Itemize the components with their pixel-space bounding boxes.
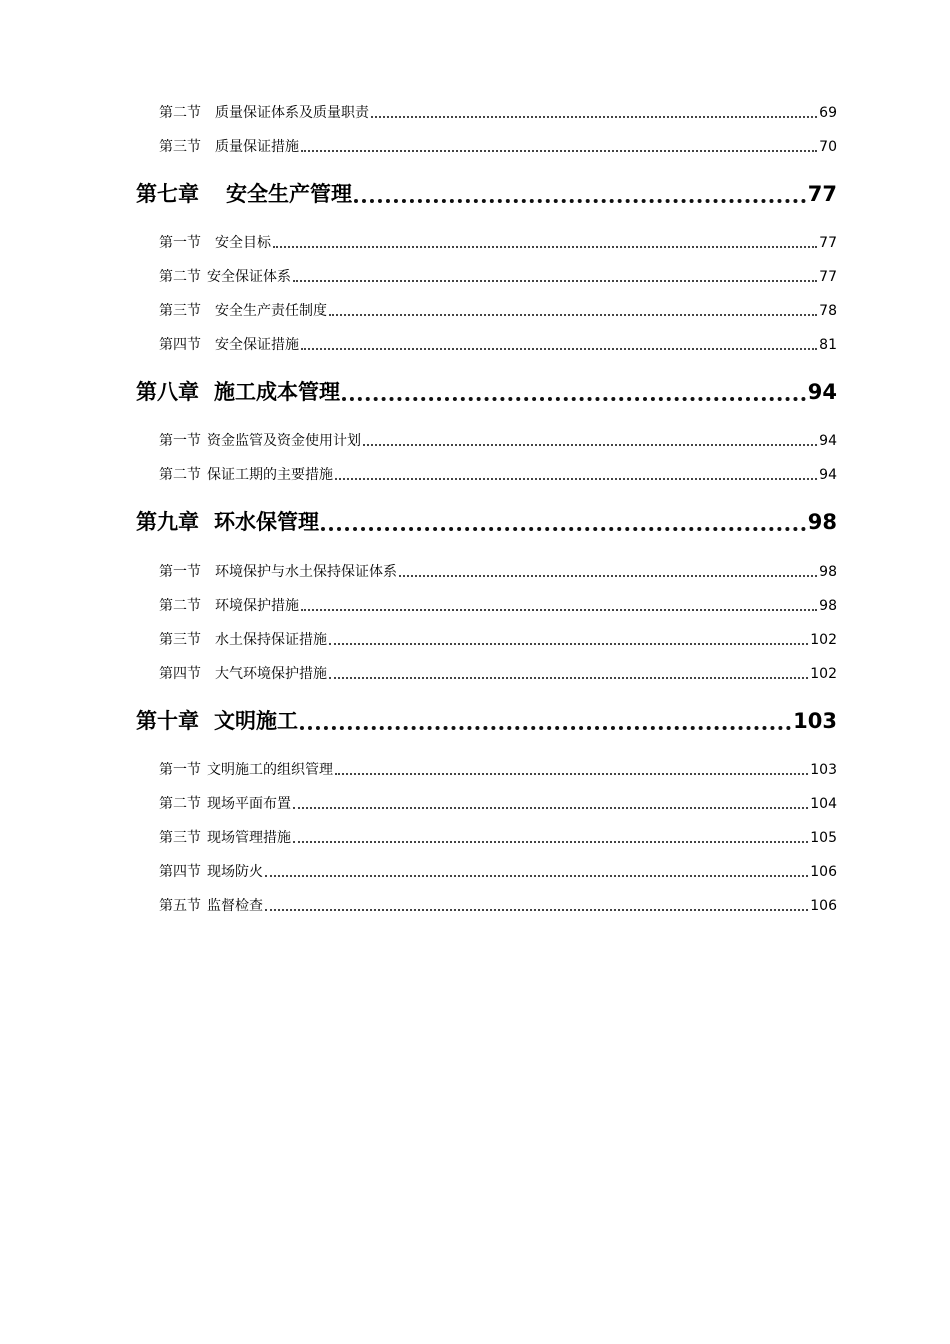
section-number: 第一节 (159, 235, 201, 251)
page-number: 77 (819, 235, 837, 251)
page-number: 77 (807, 182, 837, 206)
page-number: 103 (810, 762, 837, 778)
section-number: 第二节 (159, 598, 201, 614)
toc-entry-section[interactable] (159, 664, 837, 684)
section-title: 安全保证体系 (207, 269, 291, 285)
dot-leader (354, 195, 806, 203)
toc-entry-section[interactable] (159, 465, 837, 485)
dot-leader (329, 639, 808, 645)
dot-leader (273, 242, 817, 248)
toc-entry-section[interactable] (159, 301, 837, 321)
section-number: 第四节 (159, 337, 201, 353)
toc-entry-section[interactable] (159, 335, 837, 355)
section-title: 安全保证措施 (215, 337, 299, 353)
dot-leader (371, 112, 817, 118)
toc-entry-section[interactable] (159, 896, 837, 916)
section-title: 监督检查 (207, 898, 263, 914)
toc-entry-section[interactable] (159, 794, 837, 814)
dot-leader (399, 571, 817, 577)
section-title: 现场平面布置 (207, 796, 291, 812)
section-title: 安全生产责任制度 (215, 303, 327, 319)
section-number: 第二节 (159, 467, 201, 483)
toc-entry-section[interactable] (159, 862, 837, 882)
toc-entry-chapter[interactable] (136, 507, 837, 537)
dot-leader (301, 146, 817, 152)
section-number: 第三节 (159, 632, 201, 648)
dot-leader (293, 803, 808, 809)
toc-entry-chapter[interactable] (136, 377, 837, 407)
section-number: 第一节 (159, 433, 201, 449)
page-number: 94 (807, 380, 837, 404)
page-number: 104 (810, 796, 837, 812)
dot-leader (293, 276, 817, 282)
chapter-title: 环水保管理 (214, 510, 319, 534)
dot-leader (293, 837, 808, 843)
section-title: 现场管理措施 (207, 830, 291, 846)
section-title: 质量保证措施 (215, 139, 299, 155)
section-number: 第二节 (159, 105, 201, 121)
page-number: 70 (819, 139, 837, 155)
toc-entry-section[interactable] (159, 233, 837, 253)
toc-entry-section[interactable] (159, 267, 837, 287)
section-number: 第三节 (159, 830, 201, 846)
chapter-title: 安全生产管理 (226, 182, 352, 206)
dot-leader (265, 871, 808, 877)
dot-leader (301, 344, 817, 350)
dot-leader (321, 523, 806, 531)
dot-leader (329, 673, 808, 679)
dot-leader (335, 474, 817, 480)
dot-leader (300, 722, 791, 730)
toc-entry-section[interactable] (159, 137, 837, 157)
section-number: 第二节 (159, 796, 201, 812)
page-number: 105 (810, 830, 837, 846)
section-title: 资金监管及资金使用计划 (207, 433, 361, 449)
toc-entry-chapter[interactable] (136, 179, 837, 209)
page-number: 106 (810, 864, 837, 880)
section-title: 环境保护措施 (215, 598, 299, 614)
section-number: 第五节 (159, 898, 201, 914)
section-title: 现场防火 (207, 864, 263, 880)
page-number: 77 (819, 269, 837, 285)
toc-entry-chapter[interactable] (136, 706, 837, 736)
dot-leader (363, 440, 817, 446)
page-number: 98 (819, 564, 837, 580)
dot-leader (335, 769, 808, 775)
section-title: 环境保护与水土保持保证体系 (215, 564, 397, 580)
section-title: 水土保持保证措施 (215, 632, 327, 648)
page-number: 102 (810, 666, 837, 682)
page-number: 78 (819, 303, 837, 319)
section-title: 保证工期的主要措施 (207, 467, 333, 483)
chapter-number: 第十章 (136, 709, 199, 733)
dot-leader (301, 605, 817, 611)
dot-leader (342, 393, 806, 401)
page-number: 98 (807, 510, 837, 534)
toc-entry-section[interactable] (159, 630, 837, 650)
section-number: 第二节 (159, 269, 201, 285)
dot-leader (265, 905, 808, 911)
section-title: 大气环境保护措施 (215, 666, 327, 682)
page-number: 98 (819, 598, 837, 614)
page-number: 94 (819, 467, 837, 483)
toc-entry-section[interactable] (159, 562, 837, 582)
toc-entry-section[interactable] (159, 596, 837, 616)
toc-entry-section[interactable] (159, 760, 837, 780)
page-number: 81 (819, 337, 837, 353)
section-number: 第三节 (159, 139, 201, 155)
chapter-number: 第七章 (136, 182, 199, 206)
page-number: 103 (793, 709, 837, 733)
section-number: 第四节 (159, 864, 201, 880)
chapter-title: 文明施工 (214, 709, 298, 733)
page-number: 106 (810, 898, 837, 914)
section-title: 安全目标 (215, 235, 271, 251)
section-number: 第一节 (159, 762, 201, 778)
chapter-number: 第九章 (136, 510, 199, 534)
section-number: 第三节 (159, 303, 201, 319)
chapter-number: 第八章 (136, 380, 199, 404)
page-number: 69 (819, 105, 837, 121)
page-number: 94 (819, 433, 837, 449)
section-title: 文明施工的组织管理 (207, 762, 333, 778)
section-number: 第四节 (159, 666, 201, 682)
page-number: 102 (810, 632, 837, 648)
dot-leader (329, 310, 817, 316)
chapter-title: 施工成本管理 (214, 380, 340, 404)
toc-entry-section[interactable] (159, 103, 837, 123)
section-title: 质量保证体系及质量职责 (215, 105, 369, 121)
section-number: 第一节 (159, 564, 201, 580)
toc-entry-section[interactable] (159, 431, 837, 451)
toc-entry-section[interactable] (159, 828, 837, 848)
